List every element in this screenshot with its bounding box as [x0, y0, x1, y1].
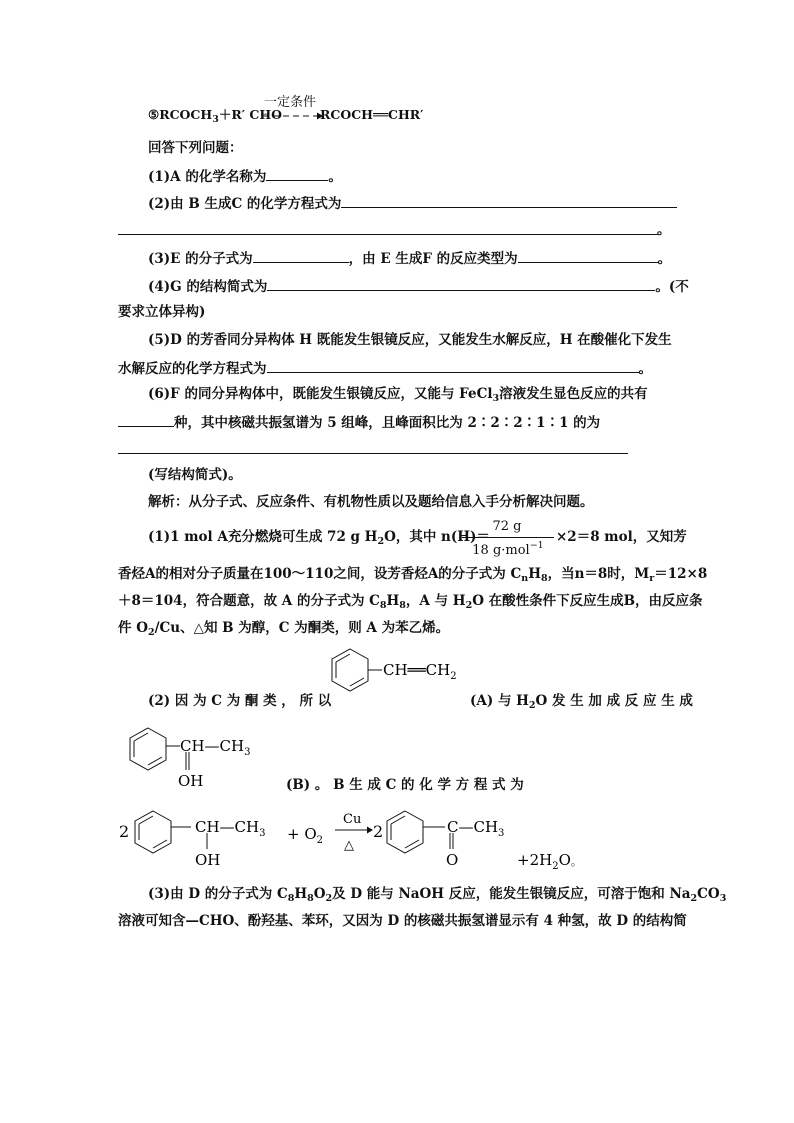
- reaction-product: RCOCH══CHR′: [320, 107, 424, 122]
- solution-3-line1: (3)由 D 的分子式为 $C_8H_8O_2$及 D 能与 NaOH 反应，能发生银镜反应，可溶于饱和 $Na_2CO_3$: [148, 886, 727, 904]
- solution-1-line2: 香烃A的相对分子质量在100～110之间，设芳香烃A的分子式为 $C_nH_8$，当n＝8时，$M_r=12\times 8$: [118, 566, 708, 584]
- svg-text:Cu: Cu: [343, 812, 362, 827]
- reaction-arrow: [263, 111, 323, 121]
- fraction-bar: [462, 537, 554, 538]
- solution-2-line1-a: (2) 因 为 C 为 酮 类 ， 所 以: [148, 693, 332, 709]
- oxidation-equation: [115, 805, 635, 875]
- svg-text:OH: OH: [178, 772, 204, 790]
- q2-blank-2: [118, 234, 658, 235]
- question-6-line3: (写结构简式)。: [148, 467, 242, 483]
- question-5: (5)D 的芳香同分异构体 H 既能发生银镜反应，又能发生水解反应，H 在酸催化下发生: [148, 332, 672, 348]
- questions-intro: 回答下列问题：: [148, 140, 243, 156]
- styrene-vinyl: $CH══CH_2$: [383, 661, 457, 682]
- solution-2-line2: (B) 。 B 生 成 C 的 化 学 方 程 式 为: [286, 777, 524, 793]
- q3-blank-1: [253, 248, 349, 263]
- styrene-structure: [320, 645, 470, 705]
- question-3: (3)E 的分子式为 ，由 E 生成F 的反应类型为 。: [148, 248, 671, 268]
- solution-1-line1-end: ×2＝8 mol，又知芳: [556, 529, 687, 545]
- svg-text:O: O: [446, 851, 459, 869]
- reaction-condition: 一定条件: [264, 95, 317, 110]
- solution-intro: 解析：从分子式、反应条件、有机物性质以及题给信息入手分析解决问题。: [148, 494, 594, 510]
- question-5-line2: 水解反应的化学方程式为 。: [118, 358, 652, 378]
- fraction-denominator: 18 g·mol$^{-1}$: [472, 540, 544, 558]
- svg-text:2: 2: [373, 822, 384, 841]
- solution-2-line1-b: (A) 与 $H_2O$ 发 生 加 成 反 应 生 成: [470, 693, 693, 711]
- solution-1-line3: ＋8＝104，符合题意，故 A 的分子式为 $C_8H_8$，A 与 $H_2O$ 在酸性条件下反应生成B，由反应条: [118, 593, 703, 611]
- q6-blank-2: [118, 453, 628, 454]
- alcohol-structure: [118, 724, 278, 794]
- q4-blank: [267, 276, 655, 291]
- question-4-cont: 要求立体异构): [118, 304, 206, 320]
- svg-text:+ O2: + $O_2$: [287, 825, 324, 846]
- question-4: (4)G 的结构简式为 。(不: [148, 276, 689, 296]
- svg-text:+2H2O。: $+2H_2O$。: [517, 851, 582, 872]
- svg-text:△: △: [344, 838, 354, 853]
- q6-blank-1: [118, 412, 174, 427]
- svg-text:C—CH3: $C—CH_3$: [447, 818, 505, 839]
- svg-text:OH: OH: [195, 851, 221, 869]
- question-6-line2: 种，其中核磁共振氢谱为 5 组峰，且峰面积比为 2∶2∶2∶1∶1 的为: [118, 412, 600, 432]
- question-2: (2)由 B 生成C 的化学方程式为: [148, 193, 677, 213]
- solution-3-line2: 溶液可知含—CHO、酚羟基、苯环，又因为 D 的核磁共振氢谱显示有 4 种氢，故 D 的结构简: [118, 913, 687, 929]
- svg-text:2: 2: [119, 822, 130, 841]
- solution-1-line4: 件 $O_2/Cu$、△知 B 为醇，C 为酮类，则 A 为苯乙烯。: [118, 620, 450, 638]
- svg-text:CH—CH3: $CH—CH_3$: [180, 737, 251, 758]
- q2-end: 。: [657, 222, 671, 238]
- reaction-5: $⑤RCOCH_3+R'$ CHO: [148, 107, 283, 125]
- svg-text:CH—CH3: $CH—CH_3$: [195, 818, 266, 839]
- solution-1-line1: (1)1 mol A充分燃烧可生成 72 g $H_2O$，其中 n(H)＝: [148, 529, 490, 547]
- question-6: (6)F 的同分异构体中，既能发生银镜反应，又能与 FeCl$_3$溶液发生显色反应的共有: [148, 386, 648, 404]
- q3-blank-2: [518, 248, 658, 263]
- q2-blank-1: [341, 193, 677, 208]
- question-1: (1)A 的化学名称为 。: [148, 166, 342, 186]
- q1-blank: [266, 166, 328, 181]
- fraction-numerator: 72 g: [492, 519, 522, 534]
- q5-blank: [267, 358, 639, 373]
